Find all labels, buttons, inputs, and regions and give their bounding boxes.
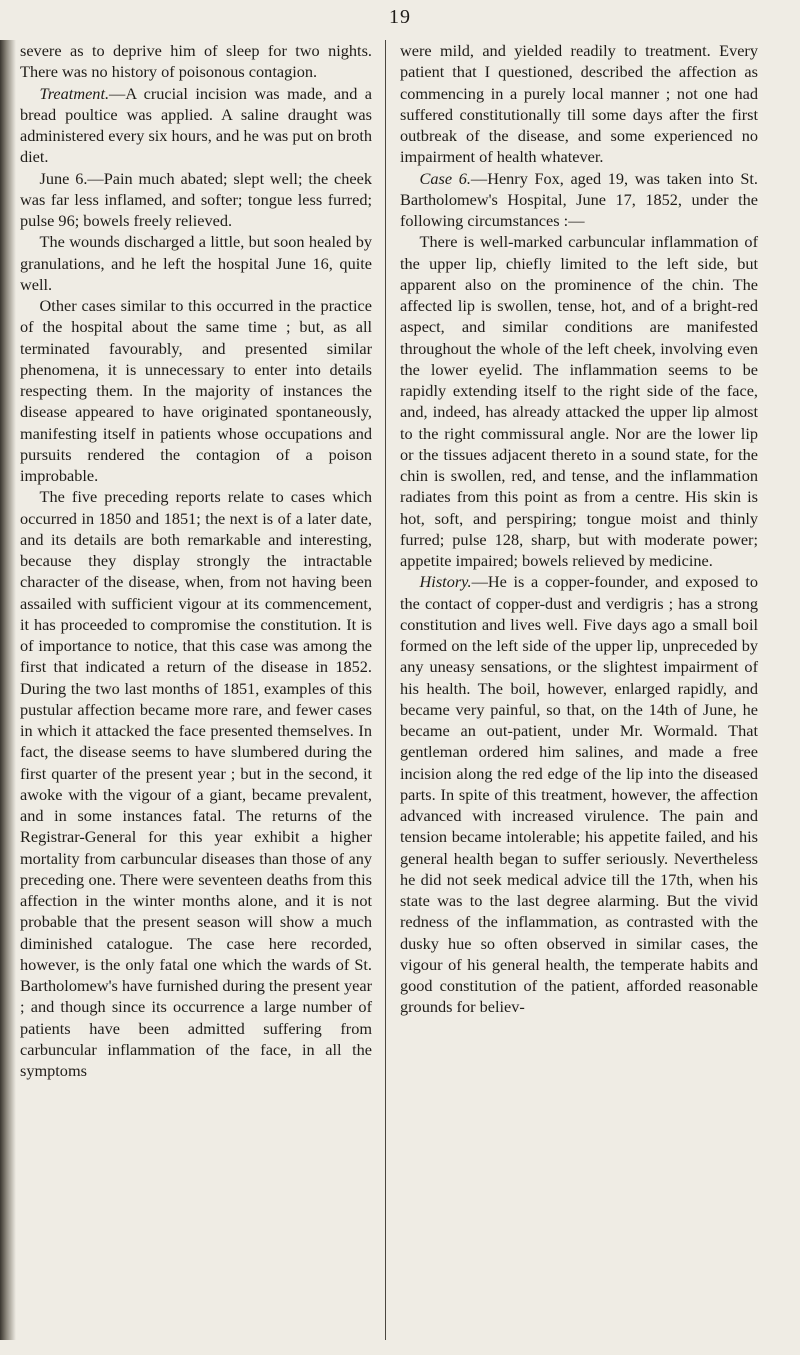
paragraph [20,83,372,168]
paragraph-text: The wounds discharged a little, but soon healed by granulations, and he left the hospital June 16, quite well. [20,232,372,294]
paragraph-text: —Henry Fox, aged 19, was taken into St. Bartholomew's Hospital, June 17, 1852, under the following circumstances :— [400,168,758,230]
paragraph-text: The five preceding reports relate to cases which occurred in 1850 and 1851; the next is of a later date, and its details are both remarkable and interesting, because they display strongly the intractable character of the disease, when, from not having been assailed with sufficient vigour at its commencement, it has proceeded to compromise the constitution. It is of importance to notice, that this case was among the first that indicated a return of the disease in 1852. During the two last months of 1851, examples of this pustular affection became more rare, and fewer cases in which it attacked the face presented themselves. In fact, the disease seems to have slumbered during the first quarter of the present year ; but in the second, it awoke with the vigour of a giant, became prevalent, and in some instances fatal. The returns of the Registrar-General for this year exhibit a higher mortality from carbuncular diseases than those of any preceding one. There were seventeen deaths from this affection in the winter months alone, and it is not probable that the present season will show a much diminished catalogue. The case here recorded, however, is the only fatal one which the wards of St. Bartholomew's have furnished during the present year ; and though since its occurrence a large number of patients have been admitted suffering from carbuncular inflammation of the face, in all the symptoms [20,487,372,1080]
run-in-heading: History. [419,572,472,592]
paragraph [400,40,758,168]
paragraph-text: were mild, and yielded readily to treatment. Every patient that I questioned, described the affection as commencing in a purely local manner ; not one had suffered constitutionally till some days after the first outbreak of the disease, and some experienced no impairment of health whatever. [400,41,758,167]
run-in-heading: Case 6. [419,168,471,188]
paragraph-text: —A crucial incision was made, and a bread poultice was applied. A saline draught was administered every six hours, and he was put on broth diet. [20,83,372,167]
paragraph [400,168,758,232]
paragraph [20,40,372,83]
paragraph [20,295,372,486]
run-in-heading: Treatment. [39,83,110,103]
paragraph [20,231,372,295]
paragraph-text: Other cases similar to this occurred in the practice of the hospital about the same time ; but, as all terminated favourably, and presented similar phenomena, it is unnecessary to enter into details respecting them. In the majority of instances the disease appeared to have originated spontaneously, manifesting itself in patients whose occupations and pursuits rendered the contagion of a poison improbable. [20,296,372,485]
column-divider [385,40,386,1340]
paragraph [400,231,758,571]
right-column [400,40,758,1018]
paragraph [20,168,372,232]
paragraph-text: There is well-marked carbuncular inflammation of the upper lip, chiefly limited to the left side, but apparent also on the prominence of the chin. The affected lip is swollen, tense, hot, and of a bright-red aspect, and similar conditions are manifested throughout the whole of the left cheek, involving even the lower eyelid. The inflammation seems to be rapidly extending itself to the right side of the face, and, indeed, has already attacked the upper lip almost to the right commissural angle. Nor are the lower lip or the tissues adjacent thereto in a sound state, for the chin is swollen, red, and tense, and the inflammation radiates from this point as from a centre. His skin is hot, soft, and perspiring; tongue moist and thinly furred; pulse 128, sharp, but with moderate power; appetite impaired; bowels relieved by medicine. [400,232,758,570]
paragraph [400,571,758,1017]
paragraph-text: —He is a copper-founder, and exposed to the contact of copper-dust and verdigris ; has a strong constitution and lives well. Five days ago a small boil formed on the left side of the upper lip, unpreceded by any uneasy sensations, or the slightest impairment of his health. The boil, however, enlarged rapidly, and became very painful, so that, on the 14th of June, he became an out-patient, under Mr. Wormald. That gentleman ordered him salines, and made a free incision along the red edge of the lip into the diseased parts. In spite of this treatment, however, the affection advanced with increased virulence. The pain and tension became intolerable; his appetite failed, and his general health began to suffer seriously. Nevertheless he did not seek medical advice till the 17th, when his state was to the last degree alarming. But the vivid redness of the inflammation, as contrasted with the dusky hue so often observed in similar cases, the vigour of his general health, the temperate habits and good constitution of the patient, afforded reasonable grounds for believ- [400,572,758,1017]
paragraph [20,486,372,1081]
paragraph-text: June 6.—Pain much abated; slept well; the cheek was far less inflamed, and softer; tongue less furred; pulse 96; bowels freely relieved. [20,168,372,230]
page-binding-shadow [0,40,16,1340]
paragraph-text: severe as to deprive him of sleep for two nights. There was no history of poisonous contagion. [20,41,372,82]
left-column [20,40,372,1081]
page-number: 19 [389,6,411,28]
